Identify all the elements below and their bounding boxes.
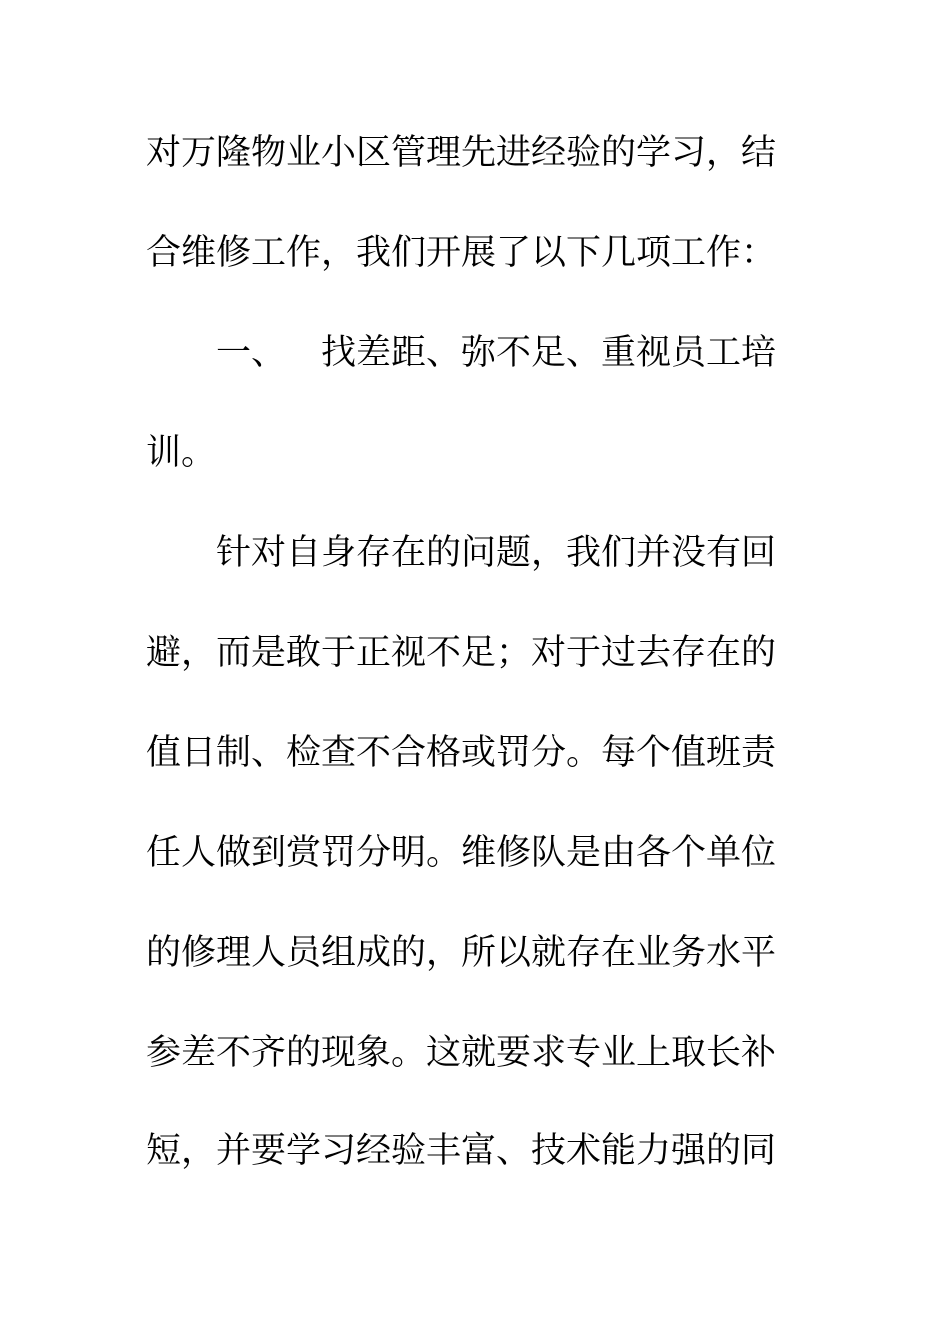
text-line-9: 参差不齐的现象。这就要求专业上取长补 <box>146 1033 777 1073</box>
text-line-10: 短，并要学习经验丰富、技术能力强的同 <box>146 1131 777 1171</box>
text-line-3: 训。 <box>146 433 217 473</box>
text-line-1: 对万隆物业小区管理先进经验的学习，结 <box>146 133 777 173</box>
paragraph-start-line: 针对自身存在的问题，我们并没有回 <box>216 533 777 573</box>
text-line-8: 的修理人员组成的，所以就存在业务水平 <box>146 933 777 973</box>
text-line-2: 合维修工作，我们开展了以下几项工作： <box>146 233 777 273</box>
section-title: 找差距、弥不足、重视员工培 <box>321 333 777 373</box>
section-heading-1 <box>216 328 856 378</box>
section-number: 一、 <box>216 333 287 373</box>
text-line-7: 任人做到赏罚分明。维修队是由各个单位 <box>146 833 777 873</box>
text-line-6: 值日制、检查不合格或罚分。每个值班责 <box>146 733 777 773</box>
text-line-5: 避，而是敢于正视不足；对于过去存在的 <box>146 633 777 673</box>
